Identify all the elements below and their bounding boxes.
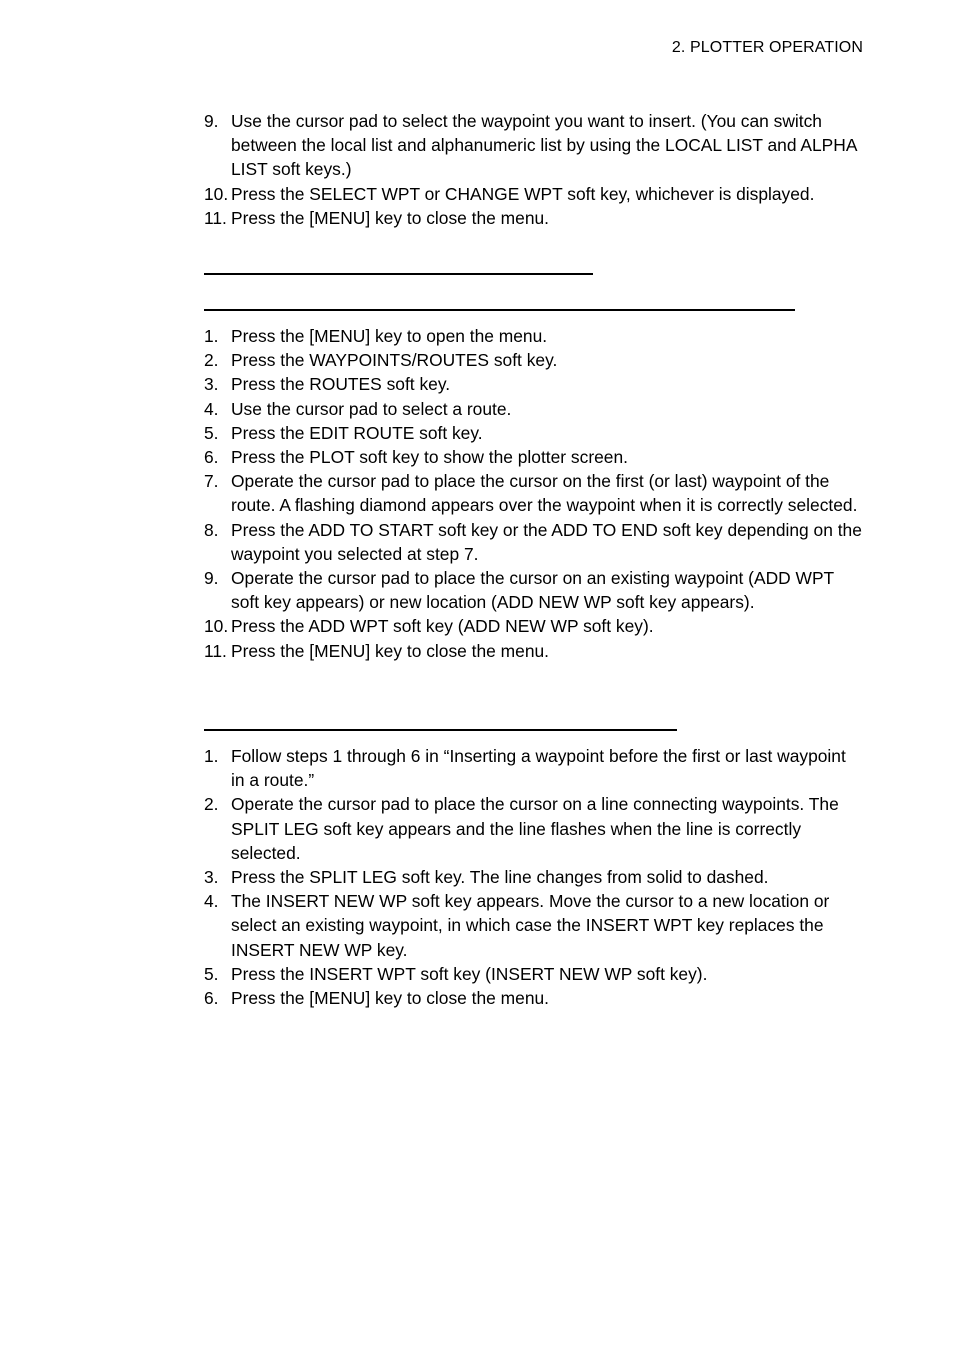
step-number: 9. [204, 111, 219, 131]
step-text: Use the cursor pad to select the waypoint you want to insert. (You can switch between the local list and alphanumeric list by using the LOCAL LIST and ALPHA LIST soft keys.) [231, 111, 857, 180]
step-text: Press the ADD WPT soft key (ADD NEW WP soft key). [231, 616, 654, 637]
step-text: Operate the cursor pad to place the cursor on an existing waypoint (ADD WPT soft key appears) or new location (ADD NEW WP soft key appears). [231, 568, 834, 613]
step-number: 8. [204, 519, 219, 540]
step-text: Press the PLOT soft key to show the plotter screen. [231, 447, 628, 468]
list-item [204, 566, 864, 614]
list-item [204, 372, 864, 396]
step-number: 1. [204, 746, 219, 766]
list-item [204, 397, 864, 421]
list-item [204, 962, 864, 986]
step-number: 9. [204, 568, 219, 589]
list-item [204, 469, 864, 517]
steps-list-continued [204, 109, 864, 230]
step-number: 3. [204, 867, 219, 888]
list-item [204, 348, 864, 372]
step-number: 5. [204, 422, 219, 443]
step-number: 1. [204, 326, 219, 346]
step-text: Press the [MENU] key to close the menu. [231, 640, 549, 661]
step-text: Operate the cursor pad to place the cursor on the first (or last) waypoint of the route. A flashing diamond appears over the waypoint when it is correctly selected. [231, 471, 858, 516]
list-item [204, 109, 864, 182]
step-number: 4. [204, 891, 219, 912]
list-item [204, 614, 864, 638]
list-item [204, 986, 864, 1010]
section-heading-rule [204, 729, 677, 731]
steps-list-insert-waypoint [204, 744, 864, 1010]
step-number: 6. [204, 447, 219, 468]
step-text: Press the EDIT ROUTE soft key. [231, 422, 483, 443]
list-item [204, 865, 864, 889]
step-text: Press the SPLIT LEG soft key. The line changes from solid to dashed. [231, 867, 769, 888]
step-text: Press the SELECT WPT or CHANGE WPT soft key, whichever is displayed. [231, 183, 815, 204]
step-text: Press the INSERT WPT soft key (INSERT NEW WP soft key). [231, 963, 708, 984]
list-item [204, 518, 864, 566]
step-number: 3. [204, 374, 219, 395]
step-text: Use the cursor pad to select a route. [231, 398, 512, 419]
step-number: 4. [204, 398, 219, 419]
subsection-heading-rule [204, 309, 795, 311]
step-number: 10. [204, 183, 229, 204]
step-number: 10. [204, 616, 229, 637]
step-text: Press the WAYPOINTS/ROUTES soft key. [231, 350, 558, 371]
step-number: 11. [204, 640, 227, 661]
steps-list-add-waypoint [204, 324, 864, 663]
step-number: 2. [204, 350, 219, 371]
step-number: 6. [204, 988, 219, 1009]
list-item [204, 421, 864, 445]
step-text: Press the ROUTES soft key. [231, 374, 451, 395]
step-text: The INSERT NEW WP soft key appears. Move the cursor to a new location or select an existing waypoint, in which case the INSERT WPT key replaces the INSERT NEW WP key. [231, 891, 830, 960]
list-item [204, 324, 864, 348]
list-item [204, 182, 864, 206]
step-number: 5. [204, 963, 219, 984]
step-text: Press the [MENU] key to open the menu. [231, 326, 548, 346]
list-item [204, 889, 864, 962]
chapter-header: 2. PLOTTER OPERATION [671, 39, 863, 56]
step-text: Press the [MENU] key to close the menu. [231, 207, 549, 228]
list-item [204, 744, 864, 792]
step-text: Follow steps 1 through 6 in “Inserting a waypoint before the first or last waypoint in a route.” [231, 746, 846, 791]
step-text: Press the [MENU] key to close the menu. [231, 988, 549, 1009]
step-number: 2. [204, 794, 219, 815]
step-number: 11. [204, 207, 227, 228]
section-heading-rule [204, 273, 593, 275]
step-number: 7. [204, 471, 219, 492]
step-text: Operate the cursor pad to place the cursor on a line connecting waypoints. The SPLIT LEG soft key appears and the line flashes when the line is correctly selected. [231, 794, 839, 863]
list-item [204, 206, 864, 230]
step-text: Press the ADD TO START soft key or the ADD TO END soft key depending on the waypoint you selected at step 7. [231, 519, 862, 564]
list-item [204, 445, 864, 469]
list-item [204, 639, 864, 663]
list-item [204, 792, 864, 865]
